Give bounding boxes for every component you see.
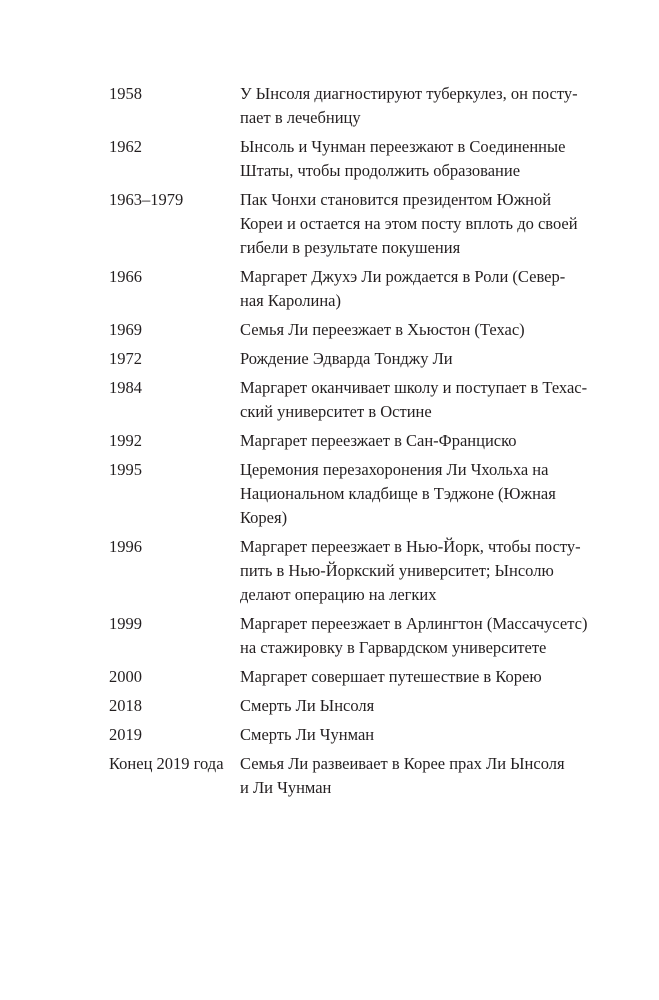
entry-year: 1969 xyxy=(109,320,142,339)
timeline-entry xyxy=(109,612,589,660)
timeline-entry xyxy=(109,752,589,800)
entry-event: Маргарет совершает путешествие в Корею xyxy=(240,667,542,686)
entry-event: Маргарет оканчивает школу и поступает в Техас- ский университет в Остине xyxy=(240,378,588,421)
entry-year: 1984 xyxy=(109,378,142,397)
entry-year: 2000 xyxy=(109,667,142,686)
timeline-entry xyxy=(109,376,589,424)
timeline-entry xyxy=(109,82,589,130)
entry-event: Пак Чонхи становится президентом Южной Кореи и остается на этом посту вплоть до своей гибели в результате покушения xyxy=(240,190,578,257)
timeline-entry xyxy=(109,318,589,342)
entry-year: Конец 2019 года xyxy=(109,754,224,773)
entry-year: 1962 xyxy=(109,137,142,156)
entry-year: 1999 xyxy=(109,614,142,633)
timeline-entry xyxy=(109,535,589,607)
entry-year: 1995 xyxy=(109,460,142,479)
entry-event: Семья Ли переезжает в Хьюстон (Техас) xyxy=(240,320,525,339)
entry-year: 2019 xyxy=(109,725,142,744)
entry-event: Смерть Ли Чунман xyxy=(240,725,375,744)
entry-event: Ынсоль и Чунман переезжают в Соединенные Штаты, чтобы продолжить образование xyxy=(240,137,566,180)
entry-event: Маргарет переезжает в Нью-Йорк, чтобы посту- пить в Нью-Йоркский университет; Ынсолю делают операцию на легких xyxy=(240,537,581,604)
entry-event: У Ынсоля диагностируют туберкулез, он посту- пает в лечебницу xyxy=(240,84,578,127)
entry-year: 1992 xyxy=(109,431,142,450)
entry-year: 1963–1979 xyxy=(109,190,184,209)
entry-event: Маргарет переезжает в Сан-Франциско xyxy=(240,431,517,450)
entry-year: 1996 xyxy=(109,537,142,556)
entry-year: 1966 xyxy=(109,267,142,286)
entry-year: 1972 xyxy=(109,349,142,368)
entry-year: 1958 xyxy=(109,84,142,103)
entry-event: Рождение Эдварда Тонджу Ли xyxy=(240,349,453,368)
timeline-entry xyxy=(109,694,589,718)
timeline xyxy=(109,82,589,805)
entry-event: Маргарет Джухэ Ли рождается в Роли (Север- ная Каролина) xyxy=(240,267,566,310)
timeline-entry xyxy=(109,265,589,313)
timeline-entry xyxy=(109,429,589,453)
entry-event: Маргарет переезжает в Арлингтон (Массачусетс) на стажировку в Гарвардском университете xyxy=(240,614,588,657)
entry-event: Семья Ли развеивает в Корее прах Ли Ынсоля и Ли Чунман xyxy=(240,754,565,797)
timeline-entry xyxy=(109,723,589,747)
timeline-entry xyxy=(109,135,589,183)
timeline-entry xyxy=(109,665,589,689)
entry-event: Церемония перезахоронения Ли Чхольха на Национальном кладбище в Тэджоне (Южная Корея) xyxy=(240,460,556,527)
entry-event: Смерть Ли Ынсоля xyxy=(240,696,375,715)
timeline-entry xyxy=(109,458,589,530)
entry-year: 2018 xyxy=(109,696,142,715)
timeline-entry xyxy=(109,347,589,371)
timeline-entry xyxy=(109,188,589,260)
